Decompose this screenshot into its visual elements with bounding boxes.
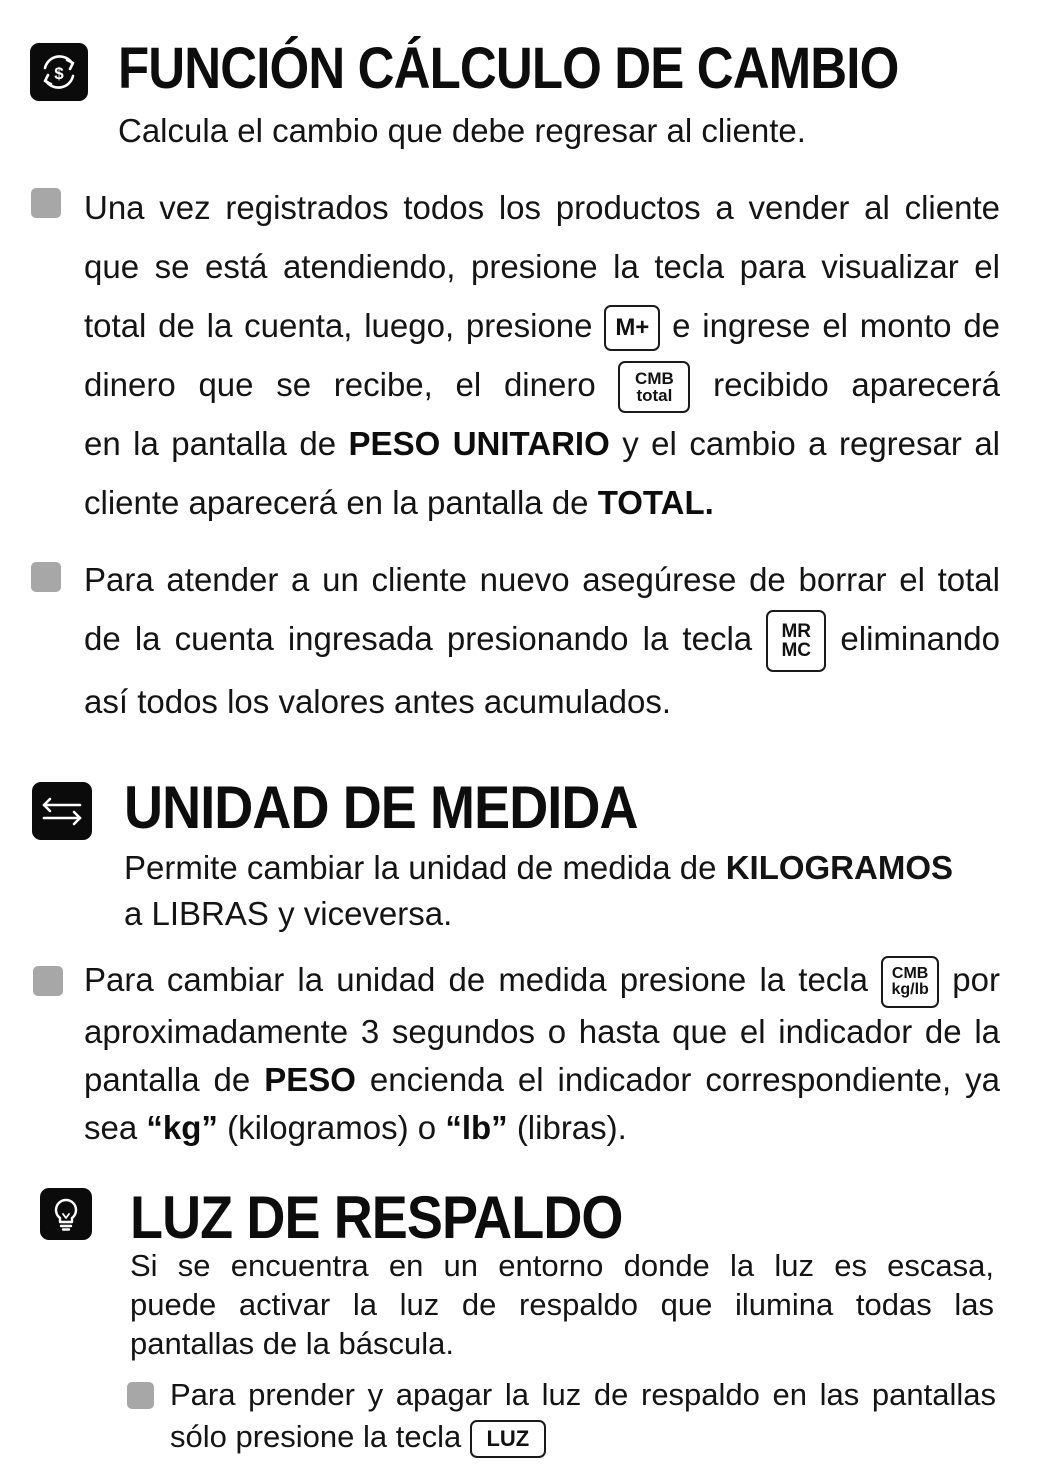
section-title-medida: UNIDAD DE MEDIDA	[124, 774, 638, 841]
bullet-marker	[31, 562, 61, 592]
section-subtitle-luz: Si se encuentra en un entorno donde la luz es escasa, puede activar la luz de respaldo que ilumina todas las pantallas de la báscula.	[130, 1248, 994, 1361]
section-subtitle-medida: Permite cambiar la unidad de medida de KILOGRAMOS a LIBRAS y viceversa.	[124, 849, 954, 932]
key-cmb-kg-lb[interactable]: CMB kg/lb	[881, 956, 939, 1008]
section-title-cambio: FUNCIÓN CÁLCULO DE CAMBIO	[118, 36, 899, 101]
paragraph-luz-1: Para prender y apagar la luz de respaldo en las pantallas sólo presione la tecla LUZ	[170, 1374, 996, 1458]
svg-text:$: $	[54, 64, 64, 83]
section-subtitle-cambio: Calcula el cambio que debe regresar al cliente.	[118, 112, 806, 149]
bullet-marker	[127, 1382, 154, 1409]
currency-exchange-icon	[30, 43, 88, 101]
paragraph-cambio-2: Para atender a un cliente nuevo asegúrese de borrar el total de la cuenta ingresada presionando la tecla MR MC eliminando así todos los valores antes acumulados.	[84, 561, 1000, 721]
paragraph-medida-1: Para cambiar la unidad de medida presione la tecla CMB kg/lb por aproximadamente 3 segundos o hasta que el indicador de la pantalla de PESO encienda el indicador correspondiente, ya sea “kg” (kilogramos) o “lb” (libras).	[84, 956, 1000, 1152]
swap-arrows-icon	[32, 782, 92, 840]
key-cmb-total[interactable]: CMB total	[618, 361, 690, 413]
key-m-plus[interactable]: M+	[604, 305, 660, 351]
paragraph-cambio-1: Una vez registrados todos los productos a vender al cliente que se está atendiendo, presione la tecla para visualizar el total de la cuenta, luego, presione M+ e ingrese el monto de dinero que se recibe, el dinero CMB total recibido aparecerá en la pantalla de PESO UNITARIO y el cambio a regresar al cliente aparecerá en la pantalla de TOTAL.	[84, 189, 1001, 521]
light-bulb-icon	[40, 1188, 92, 1240]
key-luz[interactable]: LUZ	[470, 1420, 546, 1458]
section-title-luz: LUZ DE RESPALDO	[130, 1184, 623, 1251]
bullet-marker	[33, 966, 63, 996]
key-mr-mc[interactable]: MR MC	[766, 610, 826, 672]
bullet-marker	[31, 188, 61, 218]
